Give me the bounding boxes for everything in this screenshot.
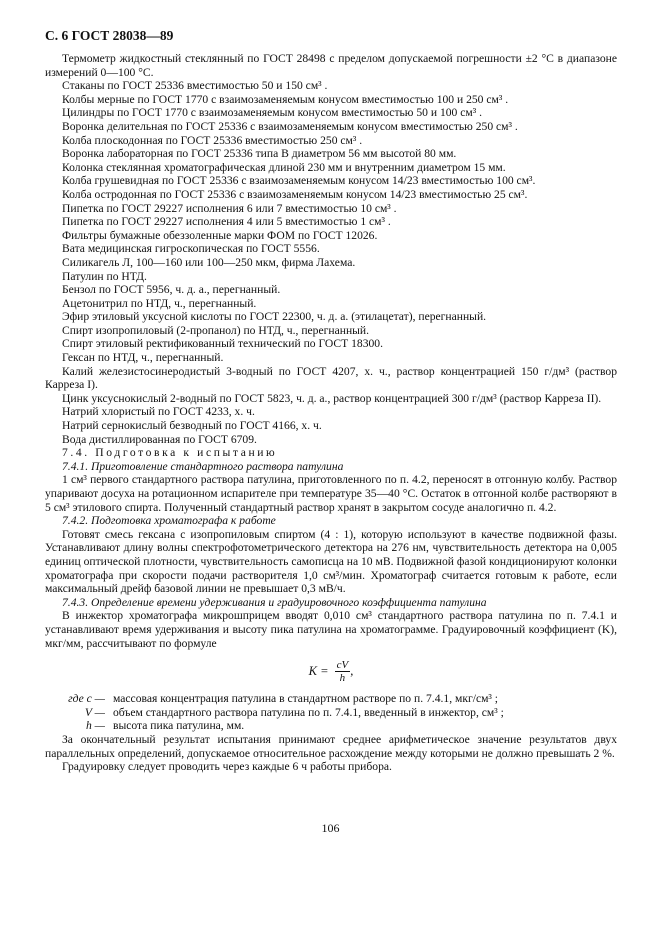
paragraph: Пипетка по ГОСТ 29227 исполнения 4 или 5 вместимостью 1 см³ . (62, 215, 391, 229)
formula-fraction (335, 659, 354, 685)
legend-symbol: V — (84, 705, 105, 719)
paragraph: Вода дистиллированная по ГОСТ 6709. (62, 432, 257, 446)
paragraph: В инжектор хроматографа микрошприцем вводят 0,010 см³ стандартного раствора патулина по п. 7.4.1 и устанавливают время удерживания и высоту пика патулина на хроматограмме. Градуировочный коэффициент (K), мкг/мм, рассчитывают по формуле (45, 609, 617, 650)
paragraph: Градуировку следует проводить через каждые 6 ч работы прибора. (62, 760, 392, 774)
paragraph: Вата медицинская гигроскопическая по ГОСТ 5556. (62, 242, 320, 256)
paragraph: Спирт изопропиловый (2-пропанол) по НТД, ч., перегнанный. (62, 323, 370, 337)
paragraph: Гексан по НТД, ч., перегнанный. (62, 351, 224, 365)
legend-row (45, 692, 617, 706)
formula-legend (45, 692, 617, 733)
legend-text: объем стандартного раствора патулина по п. 7.4.1, введенный в инжектор, см³ ; (113, 705, 504, 719)
document-body (45, 52, 617, 774)
paragraph: Воронка делительная по ГОСТ 25336 с взаимозаменяемым конусом вместимостью 250 см³ . (62, 119, 518, 133)
paragraph: Спирт этиловый ректификованный технический по ГОСТ 18300. (62, 337, 384, 351)
formula-denominator: h (339, 672, 346, 685)
paragraph: Пипетка по ГОСТ 29227 исполнения 6 или 7 вместимостью 10 см³ . (62, 201, 397, 215)
paragraph: Готовят смесь гексана с изопропиловым спиртом (4 : 1), которую используют в качестве подвижной фазы. Устанавливают длину волны спектрофотометрического детектора на 276 нм, чувствительность детектора на 0,005 единиц оптической плотности, чувствительность самописца на 10 мВ. Подвижной фазой кондиционируют колонки хроматографа при скорости подачи растворителя 1,0 см³/мин. Хроматограф считается готовым к работе, если максимальный дрейф базовой линии не превышает 0,3 мВ/ч. (45, 527, 617, 596)
formula-lhs: K = (308, 663, 329, 678)
paragraph: Термометр жидкостный стеклянный по ГОСТ 28498 с пределом допускаемой погрешности ±2 °С в диапазоне измерений 0—100 °С. (45, 52, 617, 79)
section-heading: 7.4.3. Определение времени удерживания и градуировочного коэффициента патулина (62, 595, 487, 609)
paragraph: Колба плоскодонная по ГОСТ 25336 вместимостью 250 см³ . (62, 133, 363, 147)
paragraph: Эфир этиловый уксусной кислоты по ГОСТ 22300, ч. д. а. (этилацетат), перегнанный. (62, 310, 487, 324)
section-heading: 7.4.2. Подготовка хроматографа к работе (62, 514, 276, 528)
paragraph: Воронка лабораторная по ГОСТ 25336 типа В диаметром 56 мм высотой 80 мм. (62, 147, 457, 161)
paragraph: Колба грушевидная по ГОСТ 25336 с взаимозаменяемым конусом 14/23 вместимостью 100 см³. (62, 174, 536, 188)
legend-symbol: где c — (68, 692, 105, 706)
section-heading: 7.4.1. Приготовление стандартного раствора патулина (62, 459, 344, 473)
closing-paragraphs (45, 733, 617, 774)
paragraph: Силикагель Л, 100—160 или 100—250 мкм, фирма Лахема. (62, 255, 356, 269)
paragraph: Калий железистосинеродистый 3-водный по ГОСТ 4207, х. ч., раствор концентрацией 150 г/дм³ (раствор Карреза I). (45, 364, 617, 392)
legend-symbol: h — (85, 719, 105, 733)
paragraph: Патулин по НТД. (62, 269, 147, 283)
formula-numerator: cV (336, 659, 349, 672)
paragraph: Цинк уксуснокислый 2-водный по ГОСТ 5823, ч. д. а., раствор концентрацией 300 г/дм³ (раствор Карреза II). (62, 391, 602, 405)
paragraph: Натрий хлористый по ГОСТ 4233, х. ч. (62, 405, 255, 419)
section-title: 7.4. Подготовка к испытанию (62, 446, 278, 460)
legend-text: высота пика патулина, мм. (113, 719, 245, 733)
paragraph: Колбы мерные по ГОСТ 1770 с взаимозаменяемым конусом вместимостью 100 и 250 см³ . (62, 92, 509, 106)
paragraph: Колонка стеклянная хроматографическая длиной 230 мм и внутренним диаметром 15 мм. (62, 160, 506, 174)
paragraph: Колба остродонная по ГОСТ 25336 с взаимозаменяемым конусом 14/23 вместимостью 25 см³. (62, 187, 528, 201)
paragraph: Бензол по ГОСТ 5956, ч. д. а., перегнанный. (62, 283, 281, 297)
paragraph: Ацетонитрил по НТД, ч., перегнанный. (62, 296, 257, 310)
page-header: С. 6 ГОСТ 28038—89 (45, 28, 174, 43)
paragraph: Фильтры бумажные обеззоленные марки ФОМ по ГОСТ 12026. (62, 228, 378, 242)
paragraph: Стаканы по ГОСТ 25336 вместимостью 50 и 150 см³ . (62, 79, 328, 93)
formula (45, 659, 617, 684)
legend-text: массовая концентрация патулина в стандартном растворе по п. 7.4.1, мкг/см³ ; (113, 692, 499, 706)
legend-row (45, 719, 617, 733)
paragraph: За окончательный результат испытания принимают среднее арифметическое значение результатов двух параллельных определений, допускаемое относительное расхождение между которыми не должно превышать 2 %. (45, 732, 617, 760)
paragraph: 1 см³ первого стандартного раствора патулина, приготовленного по п. 4.2, переносят в отгонную колбу. Раствор упаривают досуха на ротационном испарителе при температуре 35—40 °С. Остаток в отгонной колбе растворяют в 5 см³ этилового спирта. Полученный стандартный раствор хранят в закрытом сосуде аналогично п. 4.2. (45, 473, 617, 514)
legend-row (45, 706, 617, 720)
paragraph-list (45, 52, 617, 650)
page-number: 106 (321, 821, 340, 835)
formula-tail: , (350, 663, 354, 678)
paragraph: Натрий сернокислый безводный по ГОСТ 4166, х. ч. (62, 419, 322, 433)
paragraph: Цилиндры по ГОСТ 1770 с взаимозаменяемым конусом вместимостью 50 и 100 см³ . (62, 106, 483, 120)
